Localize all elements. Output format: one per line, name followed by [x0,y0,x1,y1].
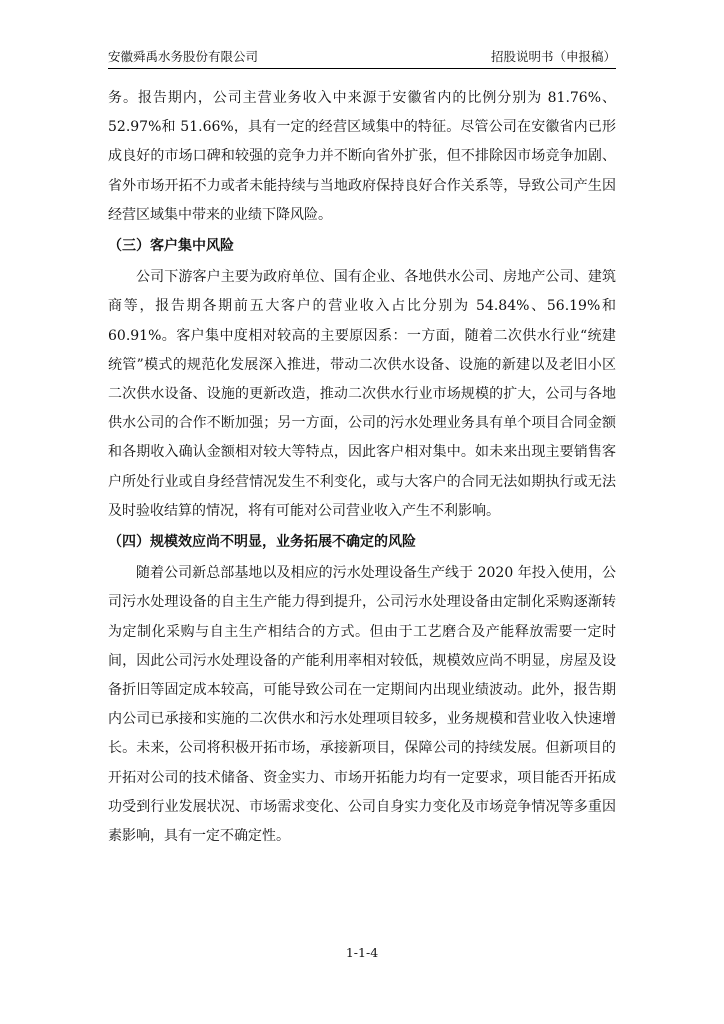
header-document-type: 招股说明书（申报稿） [490,49,616,64]
section-heading-customer-concentration: （三）客户集中风险 [108,238,234,255]
page-number: 1-1-4 [345,945,379,960]
page-header [108,46,616,69]
customer-concentration-paragraph: 公司下游客户主要为政府单位、国有企业、各地供水公司、房地产公司、建筑商等，报告期各期前五大客户的营业收入占比分别为 54.84%、56.19%和 60.91%。客户集中度相对较高的主要原因系：一方面，随着二次供水行业“统建统管”模式的规范化发展深入推进，带动二次供水设备、设施的新建以及老旧小区二次供水设备、设施的更新改造，推动二次供水行业市场规模的扩大，公司与各地供水公司的合作不断加强；另一方面，公司的污水处理业务具有单个项目合同金额和各期收入确认金额相对较大等特点，因此客户相对集中。如未来出现主要销售客户所处行业或自身经营情况发生不利变化，或与大客户的合同无法如期执行或无法及时验收结算的情况，将有可能对公司营业收入产生不利影响。 [108,269,616,519]
scale-effect-paragraph: 随着公司新总部基地以及相应的污水处理设备生产线于 2020 年投入使用，公司污水处理设备的自主生产能力得到提升，公司污水处理设备由定制化采购逐渐转为定制化采购与自主生产相结合的方式。但由于工艺磨合及产能释放需要一定时间，因此公司污水处理设备的产能利用率相对较低，规模效应尚不明显，房屋及设备折旧等固定成本较高，可能导致公司在一定期间内出现业绩波动。此外，报告期内公司已承接和实施的二次供水和污水处理项目较多，业务规模和营业收入快速增长。未来，公司将积极开拓市场，承接新项目，保障公司的持续发展。但新项目的开拓对公司的技术储备、资金实力、市场开拓能力均有一定要求，项目能否开拓成功受到行业发展状况、市场需求变化、公司自身实力变化及市场竞争情况等多重因素影响，具有一定不确定性。 [108,565,616,845]
intro-paragraph: 务。报告期内，公司主营业务收入中来源于安徽省内的比例分别为 81.76%、52.97%和 51.66%，具有一定的经营区域集中的特征。尽管公司在安徽省内已形成良好的市场口碑和较强的竞争力并不断向省外扩张，但不排除因市场竞争加剧、省外市场开拓不力或者未能持续与当地政府保持良好合作关系等，导致公司产生因经营区域集中带来的业绩下降风险。 [108,90,616,223]
section-heading-scale-effect: （四）规模效应尚不明显，业务拓展不确定的风险 [108,534,416,551]
document-body [108,84,616,851]
header-company-name: 安徽舜禹水务股份有限公司 [108,49,259,64]
